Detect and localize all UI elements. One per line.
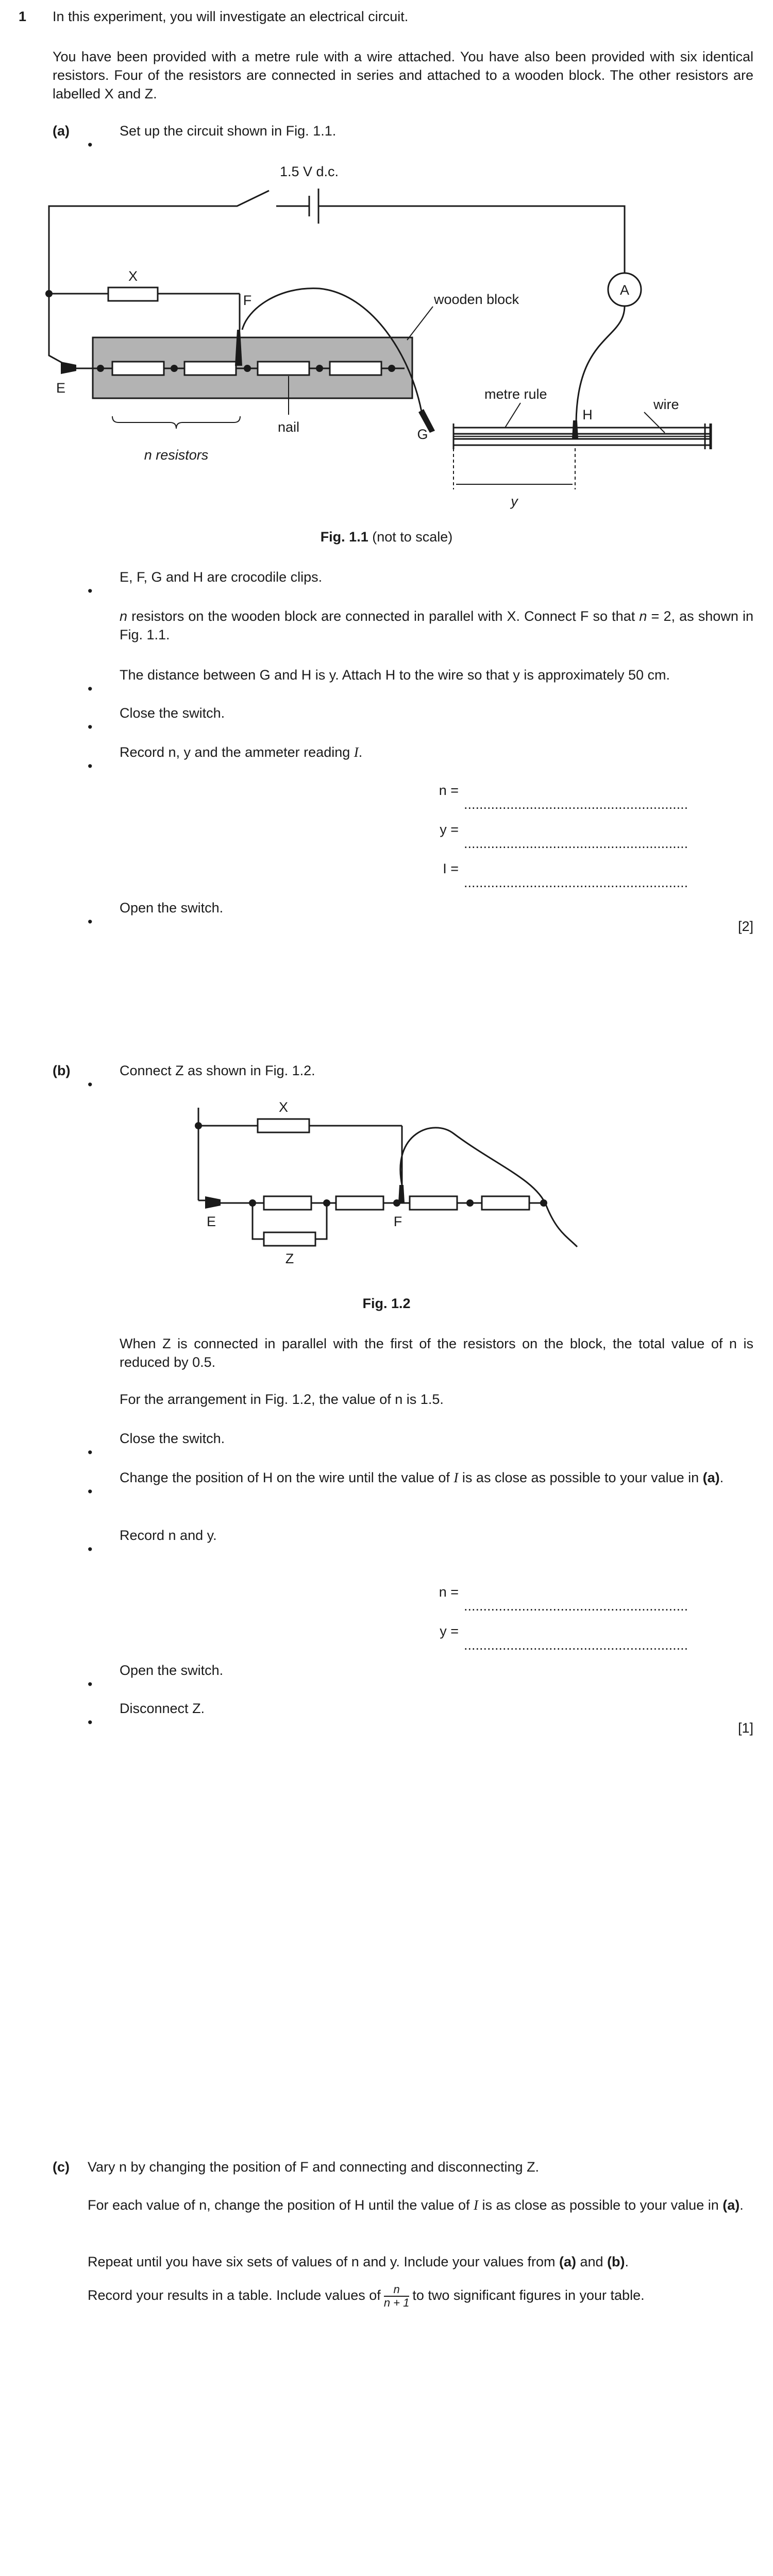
a-marks: [2] [737, 919, 753, 934]
bullet: • [88, 1715, 93, 1730]
b-marks: [1] [737, 1720, 753, 1736]
fig11-ammeter-label: A [619, 282, 630, 298]
fig11-wire-label: wire [653, 397, 679, 412]
a-step-1: Set up the circuit shown in Fig. 1.1. [120, 123, 337, 139]
fig11-n-resistors-label: n resistors [144, 447, 209, 463]
b-step-4: Record n and y. [120, 1528, 217, 1543]
a-step-2-detail: n resistors on the wooden block are connected in parallel with X. Connect F so that n = 2, as shown in Fig. 1.1. [120, 608, 753, 642]
a-step-3: The distance between G and H is y. Attach H to the wire so that y is approximately 50 cm. [120, 667, 670, 683]
c-line-1: Vary n by changing the position of F and connecting and disconnecting Z. [88, 2159, 540, 2175]
b-answer-y-line[interactable]: .......................................................... [464, 1637, 688, 1653]
a-step-2: E, F, G and H are crocodile clips. [120, 569, 323, 585]
part-c-label: (c) [53, 2159, 70, 2175]
bullet: • [88, 914, 93, 929]
fig11-wooden-block-label: wooden block [434, 292, 519, 307]
fig11-x-label: X [128, 268, 138, 284]
b-step-3: Change the position of H on the wire until the value of I is as close as possible to your value in (a). [120, 1470, 724, 1485]
fig11-e-label: E [56, 380, 66, 396]
intro-paragraph: You have been provided with a metre rule with a wire attached. You have also been provided with six identical resistors. Four of the resistors are connected in series and attached to a wooden block. The other resistors are labelled X and Z. [53, 49, 753, 101]
a-step-6: Open the switch. [120, 900, 224, 916]
a-answer-i-label: I = [443, 861, 459, 876]
part-b-label: (b) [53, 1063, 71, 1078]
b-step-6: Disconnect Z. [120, 1701, 205, 1716]
c-line-3: Repeat until you have six sets of values of n and y. Include your values from (a) and (b). [88, 2254, 629, 2269]
bullet: • [88, 1676, 93, 1692]
c-line-2: For each value of n, change the position of H until the value of I is as close as possible to your value in (a). [88, 2197, 744, 2213]
fig11-y-label: y [511, 494, 518, 509]
fig11-f-label: F [243, 293, 252, 308]
fig11-metre-rule-label: metre rule [484, 386, 547, 402]
a-answer-n-line[interactable]: .......................................................... [464, 796, 688, 812]
a-answer-y-label: y = [440, 822, 459, 837]
a-answer-i-line[interactable]: .......................................................... [464, 875, 688, 890]
fig12-x-label: X [278, 1099, 289, 1115]
fig11-supply-label: 1.5 V d.c. [279, 164, 339, 179]
a-answer-n-label: n = [439, 783, 459, 798]
a-step-5: Record n, y and the ammeter reading I. [120, 744, 363, 760]
question-number: 1 [19, 9, 27, 24]
b-para-2: For the arrangement in Fig. 1.2, the value of n is 1.5. [120, 1392, 444, 1407]
fig12-caption: Fig. 1.2 [362, 1296, 411, 1311]
c-fraction: $\frac{n}{n + 1}$ [383, 2283, 410, 2309]
fig11-h-label: H [582, 407, 593, 422]
bullet: • [88, 681, 93, 697]
bullet: • [88, 758, 93, 774]
b-answer-n-line[interactable]: .......................................................... [464, 1598, 688, 1614]
b-para-1: When Z is connected in parallel with the first of the resistors on the block, the total value of n is reduced by 0.5. [120, 1336, 753, 1370]
b-step-5: Open the switch. [120, 1663, 224, 1678]
fig11-nail-label: nail [277, 419, 300, 435]
b-step-2: Close the switch. [120, 1431, 225, 1446]
fig11-g-label: G [417, 427, 428, 442]
bullet: • [88, 583, 93, 599]
bullet: • [88, 719, 93, 735]
a-step-4: Close the switch. [120, 705, 225, 721]
fig11-caption: Fig. 1.1 (not to scale) [320, 529, 453, 545]
bullet: • [88, 1484, 93, 1499]
fig12-e-label: E [206, 1214, 216, 1229]
bullet: • [88, 1541, 93, 1557]
fig12-z-label: Z [285, 1251, 294, 1266]
bullet: • [88, 1445, 93, 1460]
bullet: • [88, 1077, 93, 1092]
fig12-f-label: F [393, 1214, 402, 1229]
b-answer-n-label: n = [439, 1584, 459, 1600]
c-line-4: Record your results in a table. Include values of $\frac{n}{n + 1}$ to two significant figures in your table. [88, 2283, 645, 2309]
bullet: • [88, 137, 93, 152]
a-answer-y-line[interactable]: .......................................................... [464, 836, 688, 851]
b-step-1: Connect Z as shown in Fig. 1.2. [120, 1063, 315, 1078]
b-answer-y-label: y = [440, 1623, 459, 1639]
intro-line-1: In this experiment, you will investigate an electrical circuit. [53, 9, 409, 24]
part-a-label: (a) [53, 123, 70, 139]
